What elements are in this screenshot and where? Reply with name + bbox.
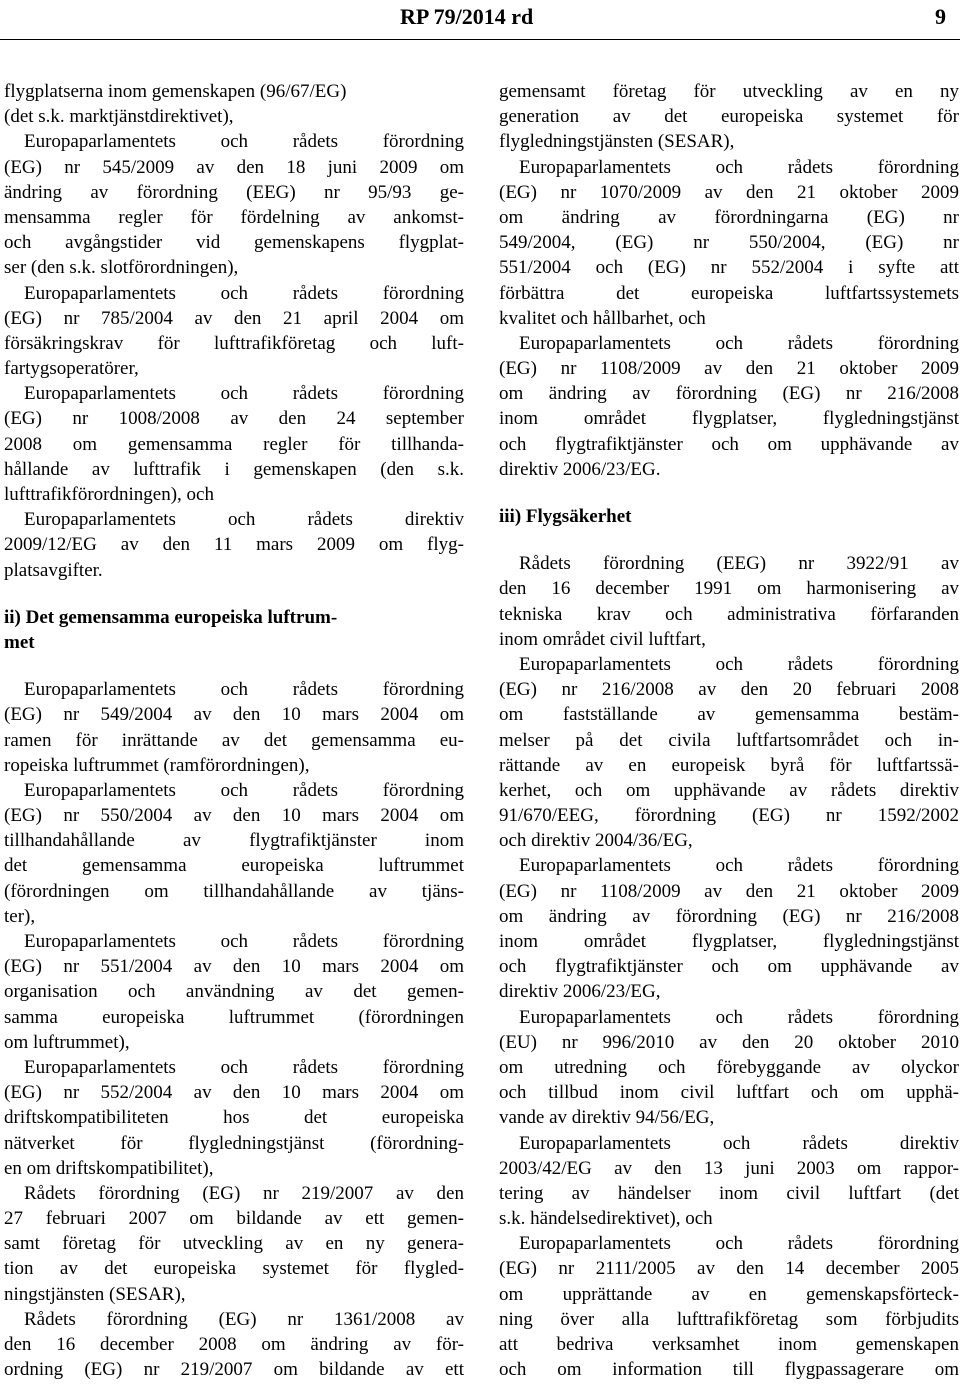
text-line: (det s.k. marktjänstdirektivet),	[4, 106, 234, 128]
text-line: gemensamt företag för utveckling av en ny	[499, 81, 959, 102]
text-line: kvalitet och hållbarhet, och	[499, 307, 706, 329]
section-heading: iii) Flygsäkerhet	[499, 506, 632, 527]
text-line: Europaparlamentets och rådets förordning	[24, 282, 464, 304]
text-line: driftskompatibiliteten hos det europeiska	[4, 1107, 464, 1129]
text-line: att bedriva verksamhet inom gemenskapen	[499, 1334, 959, 1355]
page-number: 9	[935, 4, 946, 29]
text-line: och avgångstider vid gemenskapens flygplat-	[4, 232, 464, 254]
text-line: försäkringskrav för lufttrafikföretag och luft-	[4, 332, 464, 354]
text-line: melser på det civila luftfartsområdet och in-	[499, 729, 959, 751]
text-line: om ändring av förordning (EG) nr 216/2008	[499, 383, 959, 405]
text-line: Europaparlamentets och rådets förordning	[519, 1006, 959, 1028]
text-line: (EG) nr 549/2004 av den 10 mars 2004 om	[4, 704, 464, 726]
text-line: och flygtrafiktjänster och om upphävande av	[499, 956, 959, 978]
text-line: (EG) nr 552/2004 av den 10 mars 2004 om	[4, 1082, 464, 1104]
text-line: inom området flygplatser, flygledningstjänst	[499, 408, 959, 430]
text-line: tillhandahållande av flygtrafiktjänster inom	[4, 830, 464, 852]
text-line: ter),	[4, 905, 36, 927]
text-line: ändring av förordning (EEG) nr 95/93 ge-	[4, 181, 464, 203]
text-line: och om information till flygpassagerare om	[499, 1359, 959, 1381]
text-line: om ändring av förordning (EG) nr 216/2008	[499, 905, 959, 927]
paragraph-gap	[499, 529, 959, 551]
text-line: rättande av en europeisk byrå för luftfartssä-	[499, 754, 959, 776]
text-line: och flygtrafiktjänster och om upphävande av	[499, 433, 959, 455]
text-line: Europaparlamentets och rådets förordning	[24, 131, 464, 153]
text-line: om ändring av förordningarna (EG) nr	[499, 206, 959, 228]
text-line: Europaparlamentets och rådets direktiv	[24, 509, 464, 531]
text-line: (EG) nr 216/2008 av den 20 februari 2008	[499, 679, 959, 701]
text-line: s.k. händelsedirektivet), och	[499, 1208, 713, 1230]
header-rule	[0, 39, 960, 40]
text-line: Europaparlamentets och rådets förordning	[24, 779, 464, 801]
page-header	[0, 0, 960, 42]
text-line: inom området civil luftfart,	[499, 628, 706, 650]
text-line: lufttrafikförordningen), och	[4, 484, 214, 505]
text-line: ning över alla lufttrafikföretag som förbjudits	[499, 1308, 959, 1330]
document-reference: RP 79/2014 rd	[400, 4, 534, 29]
left-text-column	[4, 79, 464, 1382]
section-heading: ii) Det gemensamma europeiska luftrum-	[4, 606, 338, 628]
text-line: fartygsoperatörer,	[4, 358, 139, 380]
text-line: ser (den s.k. slotförordningen),	[4, 257, 239, 279]
text-line: 27 februari 2007 om bildande av ett gemen-	[4, 1208, 464, 1230]
paragraph-gap	[499, 482, 959, 504]
text-line: flygplatserna inom gemenskapen (96/67/EG)	[4, 81, 347, 102]
text-line: 2008 om gemensamma regler för tillhanda-	[4, 433, 464, 455]
text-line: samma europeiska luftrummet (förordningen	[4, 1006, 464, 1028]
text-line: (EG) nr 1108/2009 av den 21 oktober 2009	[499, 358, 959, 380]
text-line: generation av det europeiska systemet för	[499, 106, 959, 128]
text-line: det gemensamma europeiska luftrummet	[4, 855, 464, 877]
text-line: (EU) nr 996/2010 av den 20 oktober 2010	[499, 1031, 959, 1053]
paragraph-gap	[4, 583, 464, 605]
text-line: 2003/42/EG av den 13 juni 2003 om rappor-	[499, 1157, 959, 1179]
text-line: en om driftskompatibilitet),	[4, 1157, 214, 1179]
text-line: hållande av lufttrafik i gemenskapen (den s.k.	[4, 458, 464, 480]
text-line: ordning (EG) nr 219/2007 om bildande av ett	[4, 1359, 464, 1381]
text-line: och tillbud inom civil luftfart och om upphä-	[499, 1082, 959, 1104]
paragraph-gap	[4, 655, 464, 677]
text-line: 551/2004 och (EG) nr 552/2004 i syfte att	[499, 257, 959, 279]
text-line: 549/2004, (EG) nr 550/2004, (EG) nr	[499, 232, 959, 254]
text-line: (EG) nr 1108/2009 av den 21 oktober 2009	[499, 880, 959, 902]
text-line: Rådets förordning (EEG) nr 3922/91 av	[519, 553, 959, 575]
text-line: direktiv 2006/23/EG,	[499, 981, 661, 1003]
text-line: flygledningstjänsten (SESAR),	[499, 131, 735, 153]
text-line: den 16 december 2008 om ändring av för-	[4, 1334, 464, 1355]
text-line: tekniska krav och administrativa förfaranden	[499, 603, 959, 625]
right-text-column	[499, 79, 959, 1382]
text-line: (EG) nr 785/2004 av den 21 april 2004 om	[4, 307, 464, 329]
text-line: nätverket för flygledningstjänst (förordning-	[4, 1132, 464, 1154]
text-line: kerhet, och om upphävande av rådets direktiv	[499, 779, 959, 801]
text-line: Europaparlamentets och rådets förordning	[519, 855, 959, 877]
text-line: samt företag för utveckling av en ny genera-	[4, 1233, 464, 1255]
text-line: vande av direktiv 94/56/EG,	[499, 1107, 715, 1129]
text-line: (EG) nr 550/2004 av den 10 mars 2004 om	[4, 805, 464, 827]
text-line: mensamma regler för fördelning av ankomst-	[4, 206, 464, 228]
text-line: ropeiska luftrummet (ramförordningen),	[4, 754, 310, 776]
text-line: (EG) nr 1070/2009 av den 21 oktober 2009	[499, 181, 959, 203]
text-line: organisation och användning av det gemen-	[4, 981, 464, 1003]
text-line: om upprättande av en gemenskapsförteck-	[499, 1283, 959, 1305]
text-line: förbättra det europeiska luftfartssystemets	[499, 282, 959, 304]
text-line: Europaparlamentets och rådets förordning	[24, 383, 464, 405]
text-line: ramen för inrättande av det gemensamma eu-	[4, 729, 464, 751]
text-line: Europaparlamentets och rådets förordning	[519, 1233, 959, 1255]
text-line: Europaparlamentets och rådets förordning	[519, 156, 959, 178]
text-line: Europaparlamentets och rådets direktiv	[519, 1132, 959, 1154]
text-line: Europaparlamentets och rådets förordning	[24, 1056, 464, 1078]
text-line: 2009/12/EG av den 11 mars 2009 om flyg-	[4, 534, 464, 556]
text-line: direktiv 2006/23/EG.	[499, 458, 661, 480]
section-heading: met	[4, 631, 35, 653]
text-line: (EG) nr 551/2004 av den 10 mars 2004 om	[4, 956, 464, 978]
text-line: platsavgifter.	[4, 559, 103, 581]
text-line: den 16 december 1991 om harmonisering av	[499, 578, 959, 600]
text-line: Rådets förordning (EG) nr 1361/2008 av	[24, 1308, 464, 1330]
text-line: (förordningen om tillhandahållande av tjäns-	[4, 880, 464, 902]
text-line: Europaparlamentets och rådets förordning	[519, 653, 959, 675]
text-line: (EG) nr 1008/2008 av den 24 september	[4, 408, 464, 430]
text-line: Rådets förordning (EG) nr 219/2007 av den	[24, 1182, 464, 1204]
text-line: Europaparlamentets och rådets förordning	[24, 931, 464, 952]
text-line: om utredning och förebyggande av olyckor	[499, 1056, 959, 1078]
text-line: (EG) nr 2111/2005 av den 14 december 2005	[499, 1258, 959, 1280]
text-line: (EG) nr 545/2009 av den 18 juni 2009 om	[4, 156, 464, 178]
text-line: tion av det europeiska systemet för flygled-	[4, 1258, 464, 1280]
text-line: Europaparlamentets och rådets förordning	[24, 679, 464, 701]
text-line: Europaparlamentets och rådets förordning	[519, 332, 959, 354]
text-line: om fastställande av gemensamma bestäm-	[499, 704, 959, 726]
text-line: tering av händelser inom civil luftfart (det	[499, 1182, 959, 1204]
text-line: och direktiv 2004/36/EG,	[499, 830, 693, 852]
text-line: 91/670/EEG, förordning (EG) nr 1592/2002	[499, 805, 959, 827]
text-line: ningstjänsten (SESAR),	[4, 1283, 186, 1305]
text-line: om luftrummet),	[4, 1031, 130, 1053]
text-line: inom området flygplatser, flygledningstjänst	[499, 931, 959, 952]
